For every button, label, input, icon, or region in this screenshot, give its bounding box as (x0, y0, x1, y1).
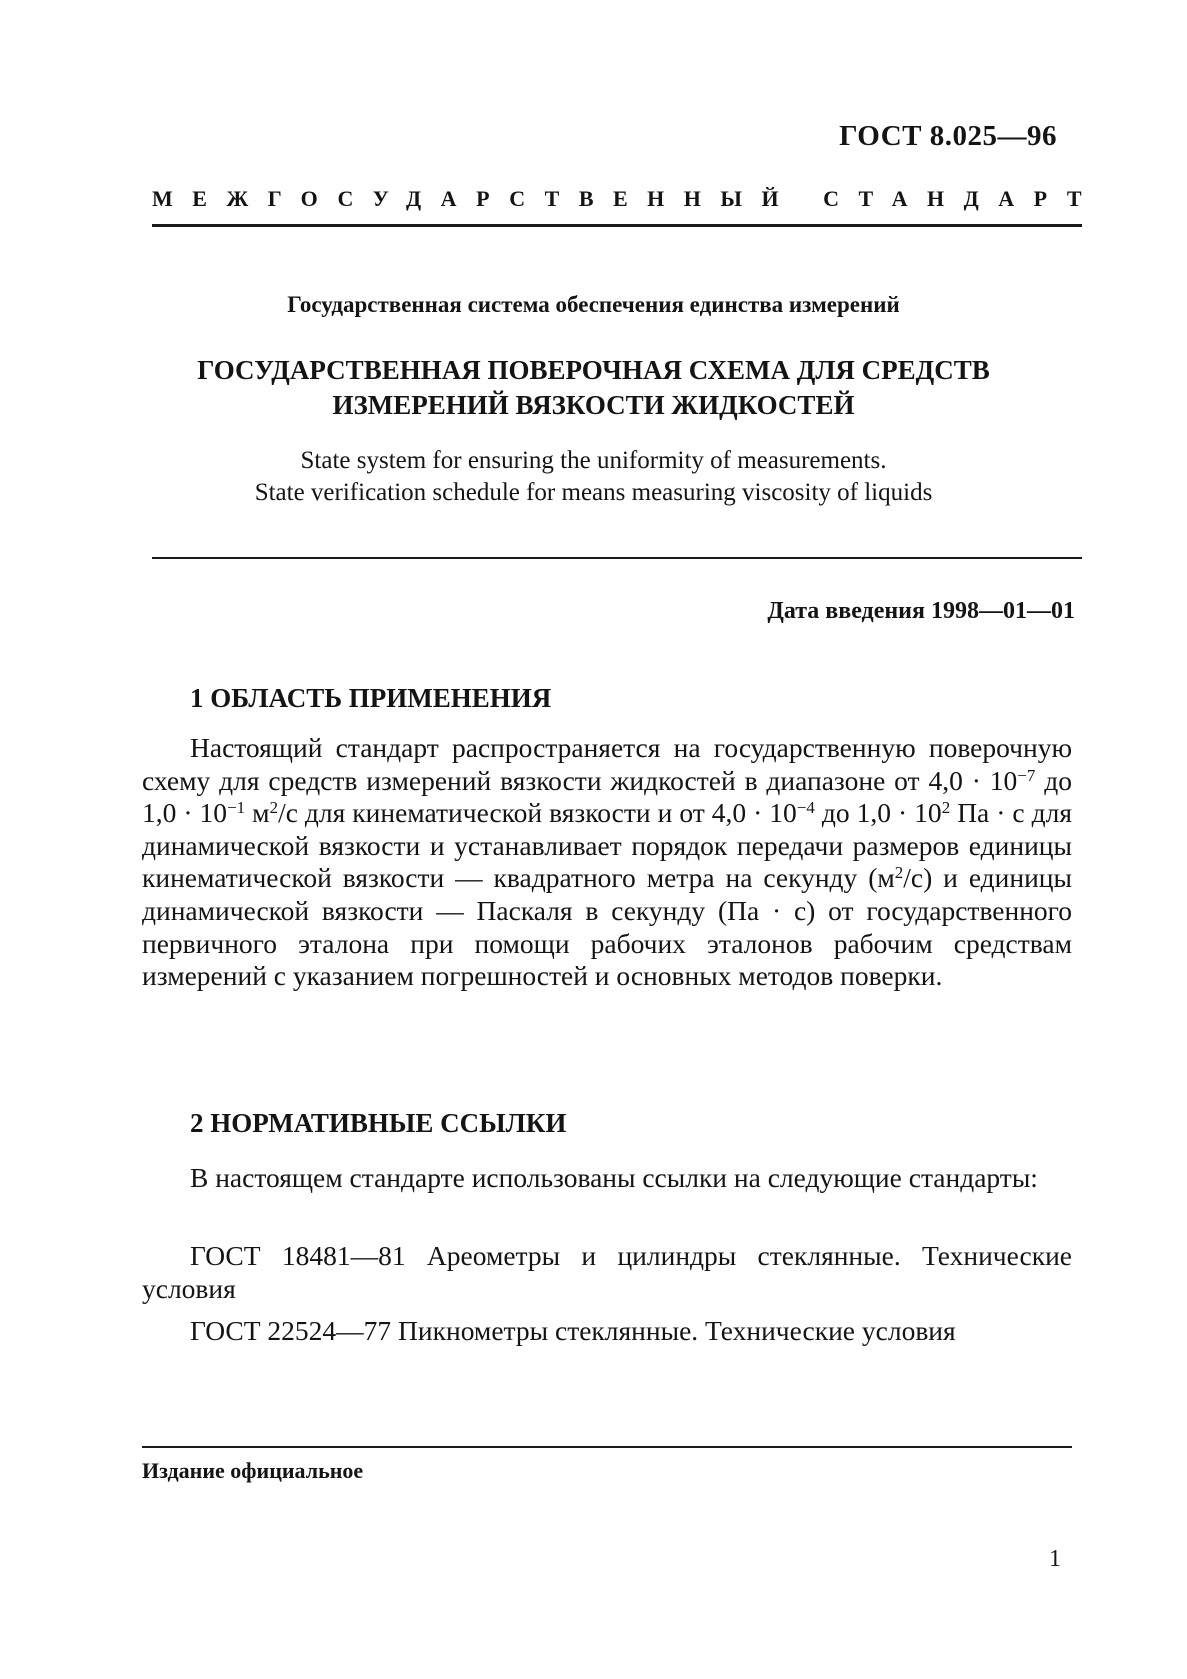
standard-type-heading: МЕЖГОСУДАРСТВЕННЫЙ СТАНДАРТ (152, 186, 1101, 211)
title-divider (152, 557, 1082, 559)
page-number: 1 (1049, 1546, 1061, 1572)
s1-exp-b: −1 (227, 798, 246, 818)
s1-text-a: Настоящий стандарт распространяется на государственную поверочную схему для средств измерений вязкости жидкостей в диапазоне от 4,0 · 10 (142, 732, 1072, 796)
document-title (0, 353, 1187, 423)
s1-text-e: до 1,0 · 10 (814, 797, 942, 829)
footer-divider (142, 1446, 1072, 1448)
s1-text-g: /с) и единицы динамической вязкости — Паскаля в секунду (Па · с) от государственного первичного эталона при помощи рабочих эталонов рабочим средствам измерений с указанием погрешностей и основных методов поверки. (142, 862, 1072, 992)
s1-text-c: м (245, 797, 270, 829)
section-1-heading: 1 ОБЛАСТЬ ПРИМЕНЕНИЯ (190, 683, 552, 713)
header-divider (152, 224, 1082, 227)
s1-exp-f: 2 (894, 863, 904, 883)
reference-item: ГОСТ 18481—81 Ареометры и цилиндры стеклянные. Технические условия (142, 1240, 1072, 1304)
system-subtitle: Государственная система обеспечения единства измерений (287, 292, 900, 317)
s1-exp-d: −4 (796, 798, 815, 818)
s1-text-f: Па · с для динамической вязкости и устанавливает порядок передачи размеров единицы кинематической вязкости — квадратного метра на секунду (м (142, 797, 1073, 894)
document-number: ГОСТ 8.025—96 (839, 120, 1057, 152)
english-title-line-2: State verification schedule for means measuring viscosity of liquids (254, 479, 933, 506)
section-2-intro: В настоящем стандарте использованы ссылки на следующие стандарты: (190, 1162, 1038, 1193)
document-title-line-1: ГОСУДАРСТВЕННАЯ ПОВЕРОЧНАЯ СХЕМА ДЛЯ СРЕДСТВ (197, 355, 990, 385)
reference-item: ГОСТ 22524—77 Пикнометры стеклянные. Технические условия (190, 1315, 956, 1346)
section-2-heading: 2 НОРМАТИВНЫЕ ССЫЛКИ (190, 1108, 567, 1138)
document-title-line-2: ИЗМЕРЕНИЙ ВЯЗКОСТИ ЖИДКОСТЕЙ (332, 390, 855, 420)
english-title (0, 445, 1187, 509)
s1-text-d: /с для кинематической вязкости и от 4,0 · 10 (278, 797, 797, 829)
introduction-date: Дата введения 1998—01—01 (767, 598, 1075, 624)
s1-exp-e: 2 (941, 798, 951, 818)
english-title-line-1: State system for ensuring the uniformity of measurements. (300, 447, 887, 474)
section-1-paragraph (142, 732, 1072, 993)
edition-label: Издание официальное (142, 1458, 364, 1483)
s1-exp-c: 2 (269, 798, 279, 818)
s1-exp-a: −7 (1017, 765, 1036, 785)
s1-text-b: до 1,0 · 10 (142, 764, 1072, 829)
